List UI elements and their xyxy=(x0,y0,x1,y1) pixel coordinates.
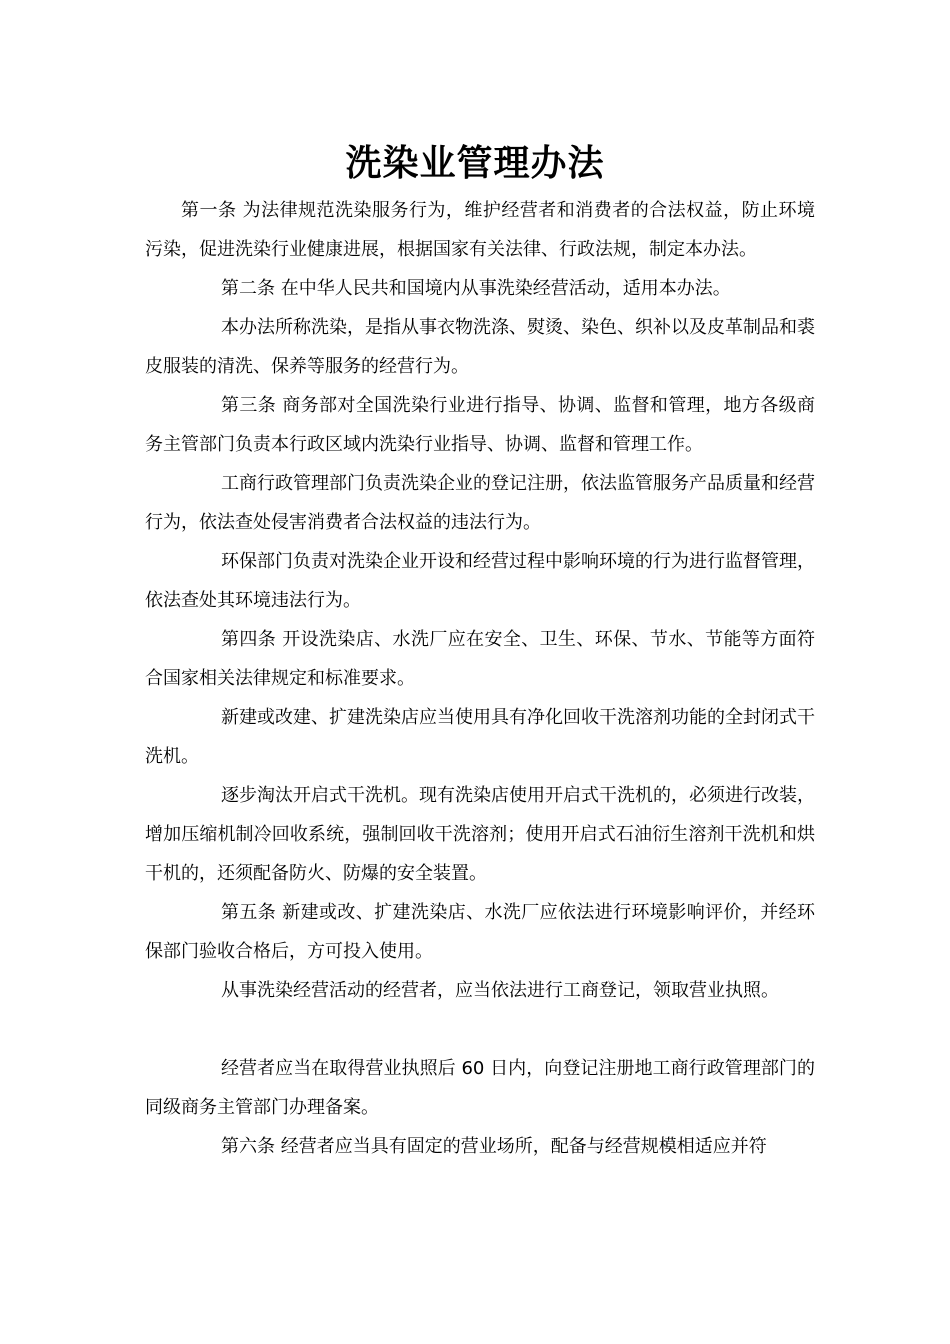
article-5-license-paragraph: 从事洗染经营活动的经营者，应当依法进行工商登记，领取营业执照。 xyxy=(221,980,779,1001)
article-4-new-build-paragraph: 新建或改建、扩建洗染店应当使用具有净化回收干洗溶剂功能的全封闭式干洗机。 xyxy=(145,707,815,767)
document-title: 洗染业管理办法 xyxy=(345,143,605,184)
article-6-paragraph: 第六条 经营者应当具有固定的营业场所，配备与经营规模相适应并符 xyxy=(221,1136,767,1157)
article-2-paragraph: 第二条 在中华人民共和国境内从事洗染经营活动，适用本办法。 xyxy=(221,278,731,299)
article-4-phase-out-paragraph: 逐步淘汰开启式干洗机。现有洗染店使用开启式干洗机的，必须进行改装，增加压缩机制冷回收系统，强制回收干洗溶剂；使用开启式石油衍生溶剂干洗机和烘干机的，还须配备防火、防爆的安全装置。 xyxy=(145,785,815,884)
article-2-definition-paragraph: 本办法所称洗染，是指从事衣物洗涤、熨烫、染色、织补以及皮革制品和裘皮服装的清洗、保养等服务的经营行为。 xyxy=(145,317,815,377)
article-5-filing-paragraph: 经营者应当在取得营业执照后 60 日内，向登记注册地工商行政管理部门的同级商务主管部门办理备案。 xyxy=(145,1058,815,1118)
document-body xyxy=(145,191,815,1166)
article-3-paragraph: 第三条 商务部对全国洗染行业进行指导、协调、监督和管理，地方各级商务主管部门负责本行政区域内洗染行业指导、协调、监督和管理工作。 xyxy=(145,395,815,455)
article-3-commerce-admin-paragraph: 工商行政管理部门负责洗染企业的登记注册，依法监管服务产品质量和经营行为，依法查处侵害消费者合法权益的违法行为。 xyxy=(145,473,815,533)
article-4-paragraph: 第四条 开设洗染店、水洗厂应在安全、卫生、环保、节水、节能等方面符合国家相关法律规定和标准要求。 xyxy=(145,629,815,689)
article-1-paragraph: 第一条 为法律规范洗染服务行为，维护经营者和消费者的合法权益，防止环境污染，促进洗染行业健康进展，根据国家有关法律、行政法规，制定本办法。 xyxy=(145,200,815,260)
article-3-environment-paragraph: 环保部门负责对洗染企业开设和经营过程中影响环境的行为进行监督管理，依法查处其环境违法行为。 xyxy=(145,551,815,611)
article-5-paragraph: 第五条 新建或改、扩建洗染店、水洗厂应依法进行环境影响评价，并经环保部门验收合格后，方可投入使用。 xyxy=(145,902,815,962)
